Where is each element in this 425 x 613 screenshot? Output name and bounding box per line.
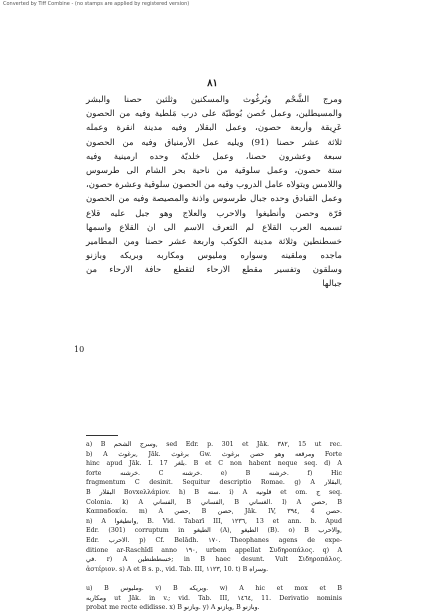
text-line: قرّة وحصن وأنطيغوا والاحرب والعلاج وهو جبل عليه قلاع: [86, 208, 342, 219]
text-line: وعمل القبادق وحده جبال طرسوس واذنة والمصيصة وفيه من الحصون: [86, 194, 342, 205]
text-line: ستة حصون، وعمل سلوقية من ناحية بحر الشام الى طرسوس: [86, 165, 342, 176]
footnote-line: hinc apud Jāk. I. 17 بلغر. B et C non habent neque seq. d) A: [86, 460, 342, 468]
footnote-line: Edr. الاحرب. p) Cf. Belādh. ١٧٠. Theophanes agens de expe-: [86, 536, 342, 544]
footnote-line: Edr. (301) corruptum in الطيغو (A), الطيغو (B). o) B والاحرب,: [86, 527, 342, 535]
text-line: سبعة وعشرون حصنا، وعمل خلديّة وحده ارمينية وفيه: [86, 151, 342, 162]
line-number-marker: 10: [74, 345, 85, 354]
footnote-line: Colonia. k) A الفساني, B الفساني, B الغساني. l) A حصن, B: [86, 498, 342, 506]
footnote-line: fragmentum C desinit. Sequitur descriptio Romae. g) A البقلار,: [86, 479, 342, 487]
text-line: تسميه العرب القلاع لم التعرف الاسم الى ان القلاع واسمها: [86, 222, 342, 233]
footnote-line: b) A برغوث, Jāk. برغوث Gw. ومرقعه وهو حصن برغوث Forte: [86, 450, 342, 458]
footnotes: [86, 440, 342, 613]
page-number: ٨١: [207, 78, 218, 89]
footnote-line: ditione ar-Raschīdī anno ١٩٠, urbem appellat Συδηροπάλος. q) A: [86, 546, 342, 554]
text-line: والمسيطلين، وعمل حُصن بُوطيّة على درب مَلطية وفيه من الحصون: [86, 109, 342, 120]
footnote-line: a) B وسرج الشحم, sed Edr. p. 301 et Jāk. ٣٨٢, 15 ut rec.: [86, 441, 342, 448]
text-line: عَرِيقة وأربعة حصون، وعمل البقلار وفيه مدينة انقرة وعمله: [86, 123, 342, 134]
text-line: ماجده وملقينه وسواره ومليوس ومكاربه وبريكه وبازنو: [86, 251, 342, 262]
footnote-line: Καππαδοκία. m) A حصن, B حصن, Jāk. IV, ٣٩٤, 4 حصن.: [86, 508, 342, 516]
converter-note: Converted by Tiff Combine - (no stamps are applied by registered version): [3, 1, 190, 7]
footnote-line: n) A وانطيغوا, B. Vid. Tabarī III, ١٢٣٦, 13 et ann. b. Apud: [86, 517, 342, 525]
text-line: ثلاثة عشر حصنا (91) ويليه عمل الأرمنياق وفيه من الحصون: [86, 137, 342, 148]
footnote-line: في. r) A خسططنطين; in B haec desunt. Vult Σιδηροπάλος.: [86, 556, 342, 564]
text-line: ومرج الشَّحْم وبُرغُوث والمسكنين وثلثين حصنا والبشر: [86, 95, 342, 105]
main-arabic-text: [86, 93, 342, 292]
footnote-separator: [86, 435, 118, 436]
text-line: جبالها: [322, 279, 342, 290]
footnote-line: u) B ومليوس. v) B وبريكه. w) A hic et mox et B: [86, 584, 342, 592]
footnote-line: ἀστέριον. s) A et B s. p., vid. Tab. III, ١١٢٣, 10. t) B وسراه.: [86, 565, 269, 573]
footnote-line: ومكاربه ut Jāk. in v.; vid. Tab. III, ١٤٦٤, 11. Derivatio nominis: [86, 594, 342, 602]
text-line: واللامس ويتولاه عامل الدروب وفيه من الحصون سلوقية وعشرة حصون،: [86, 180, 342, 191]
text-line: وسلقون وتفسير مقطع الارحاء لتقطع حافة الارحاء من: [86, 265, 342, 276]
footnote-line: forte خرشنه. C خرشنه. e) B خرشنه. f) Hic: [86, 469, 342, 477]
footnote-line: probat me recte edidisse. x) B وبازنو. y) A وبازنو, B وبازنو.: [86, 604, 260, 612]
footnote-spacer: [86, 574, 342, 584]
text-line: خسطنطين وثلاثة مدينة الكوكب واربعة عشر حصنا ومن المطامير: [86, 236, 342, 247]
footnote-line: B البقلار Bovxeλλάpiov. h) B سته. i) A قلونيه et om. ج seq.: [86, 488, 343, 496]
